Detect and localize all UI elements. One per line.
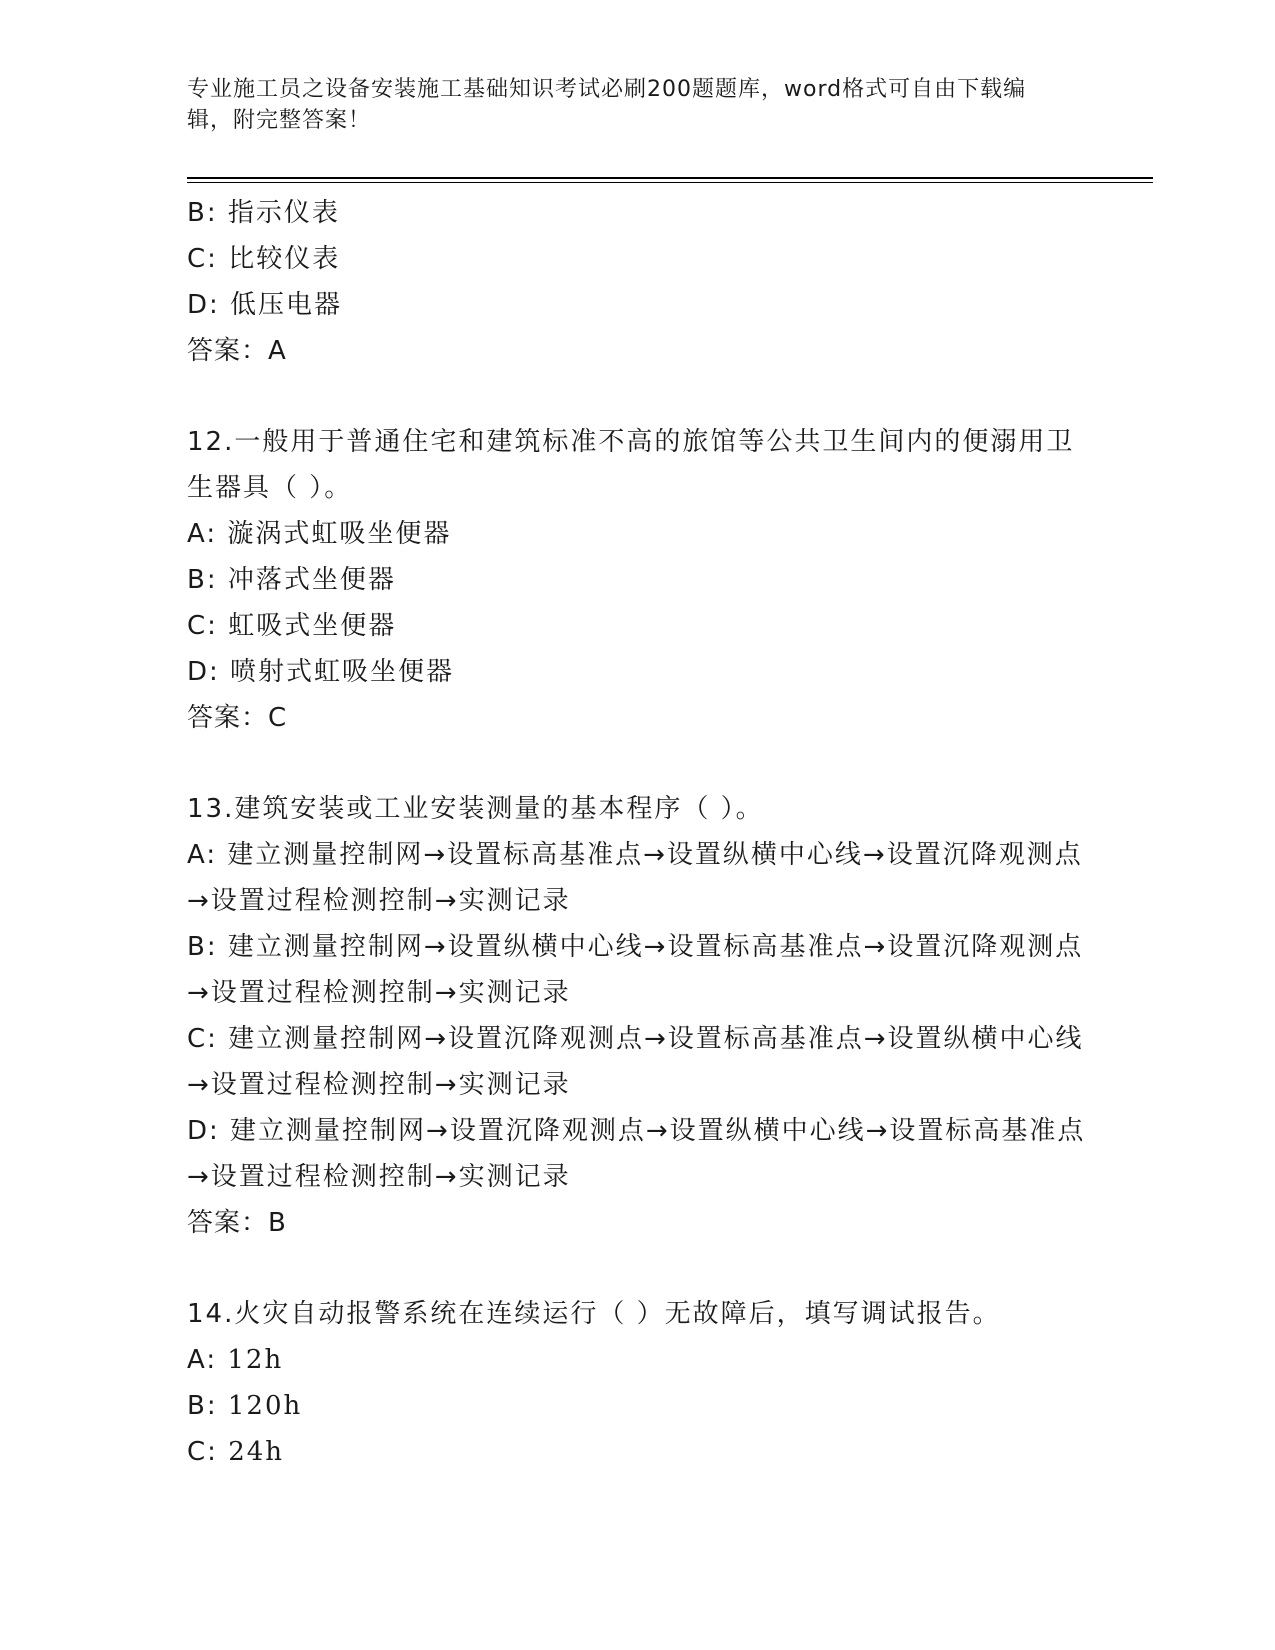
question-stem: 12.一般用于普通住宅和建筑标准不高的旅馆等公共卫生间内的便溺用卫生器具（ ）。 xyxy=(187,427,1075,503)
header-divider-thick xyxy=(187,177,1153,179)
option-b xyxy=(187,924,1087,1016)
option-d xyxy=(187,649,1087,695)
option-letter: D: xyxy=(187,1116,220,1146)
option-text: 指示仪表 xyxy=(227,198,340,228)
page-header xyxy=(187,74,1067,136)
header-divider-thin xyxy=(187,182,1153,183)
option-a xyxy=(187,832,1087,924)
spacer xyxy=(187,741,1087,786)
option-text: 建立测量控制网→设置沉降观测点→设置标高基准点→设置纵横中心线→设置过程检测控制→实测记录 xyxy=(187,1024,1084,1100)
option-text: 120h xyxy=(227,1391,303,1421)
answer-line: 答案：C xyxy=(187,703,288,733)
option-c xyxy=(187,1429,1087,1475)
question-14 xyxy=(187,1291,1087,1475)
option-letter: B: xyxy=(187,932,218,962)
option-c xyxy=(187,1016,1087,1108)
option-d xyxy=(187,282,1087,328)
answer-line: 答案：B xyxy=(187,1208,287,1238)
option-letter: C: xyxy=(187,1437,218,1467)
option-letter: C: xyxy=(187,1024,218,1054)
option-letter: A: xyxy=(187,840,218,870)
option-text: 比较仪表 xyxy=(228,244,341,274)
question-12 xyxy=(187,419,1087,741)
option-a xyxy=(187,1337,1087,1383)
option-text: 喷射式虹吸坐便器 xyxy=(230,657,455,687)
option-b xyxy=(187,557,1087,603)
option-text: 漩涡式虹吸坐便器 xyxy=(227,519,452,549)
prev-question xyxy=(187,190,1087,374)
option-letter: B: xyxy=(187,198,218,228)
option-text: 虹吸式坐便器 xyxy=(228,611,397,641)
question-13 xyxy=(187,786,1087,1246)
option-d xyxy=(187,1108,1087,1200)
option-letter: D: xyxy=(187,657,220,687)
header-title: 专业施工员之设备安装施工基础知识考试必刷200题题库，word格式可自由下载编辑，附完整答案！ xyxy=(187,77,1027,133)
option-b xyxy=(187,190,1087,236)
option-letter: A: xyxy=(187,519,218,549)
option-text: 建立测量控制网→设置纵横中心线→设置标高基准点→设置沉降观测点→设置过程检测控制→实测记录 xyxy=(187,932,1084,1008)
option-text: 建立测量控制网→设置标高基准点→设置纵横中心线→设置沉降观测点→设置过程检测控制→实测记录 xyxy=(187,840,1083,916)
option-a xyxy=(187,511,1087,557)
option-letter: B: xyxy=(187,1391,218,1421)
option-text: 低压电器 xyxy=(230,290,343,320)
option-text: 24h xyxy=(228,1437,285,1467)
option-letter: C: xyxy=(187,244,218,274)
option-b xyxy=(187,1383,1087,1429)
question-stem: 13.建筑安装或工业安装测量的基本程序（ ）。 xyxy=(187,794,764,824)
option-text: 12h xyxy=(227,1345,284,1375)
spacer xyxy=(187,1246,1087,1291)
option-letter: B: xyxy=(187,565,218,595)
option-letter: D: xyxy=(187,290,220,320)
option-letter: A: xyxy=(187,1345,218,1375)
option-c xyxy=(187,603,1087,649)
option-c xyxy=(187,236,1087,282)
question-content xyxy=(187,190,1087,1475)
answer-line: 答案：A xyxy=(187,336,287,366)
spacer xyxy=(187,374,1087,419)
option-text: 建立测量控制网→设置沉降观测点→设置纵横中心线→设置标高基准点→设置过程检测控制→实测记录 xyxy=(187,1116,1086,1192)
question-stem: 14.火灾自动报警系统在连续运行（ ）无故障后，填写调试报告。 xyxy=(187,1299,1001,1329)
option-text: 冲落式坐便器 xyxy=(227,565,396,595)
option-letter: C: xyxy=(187,611,218,641)
